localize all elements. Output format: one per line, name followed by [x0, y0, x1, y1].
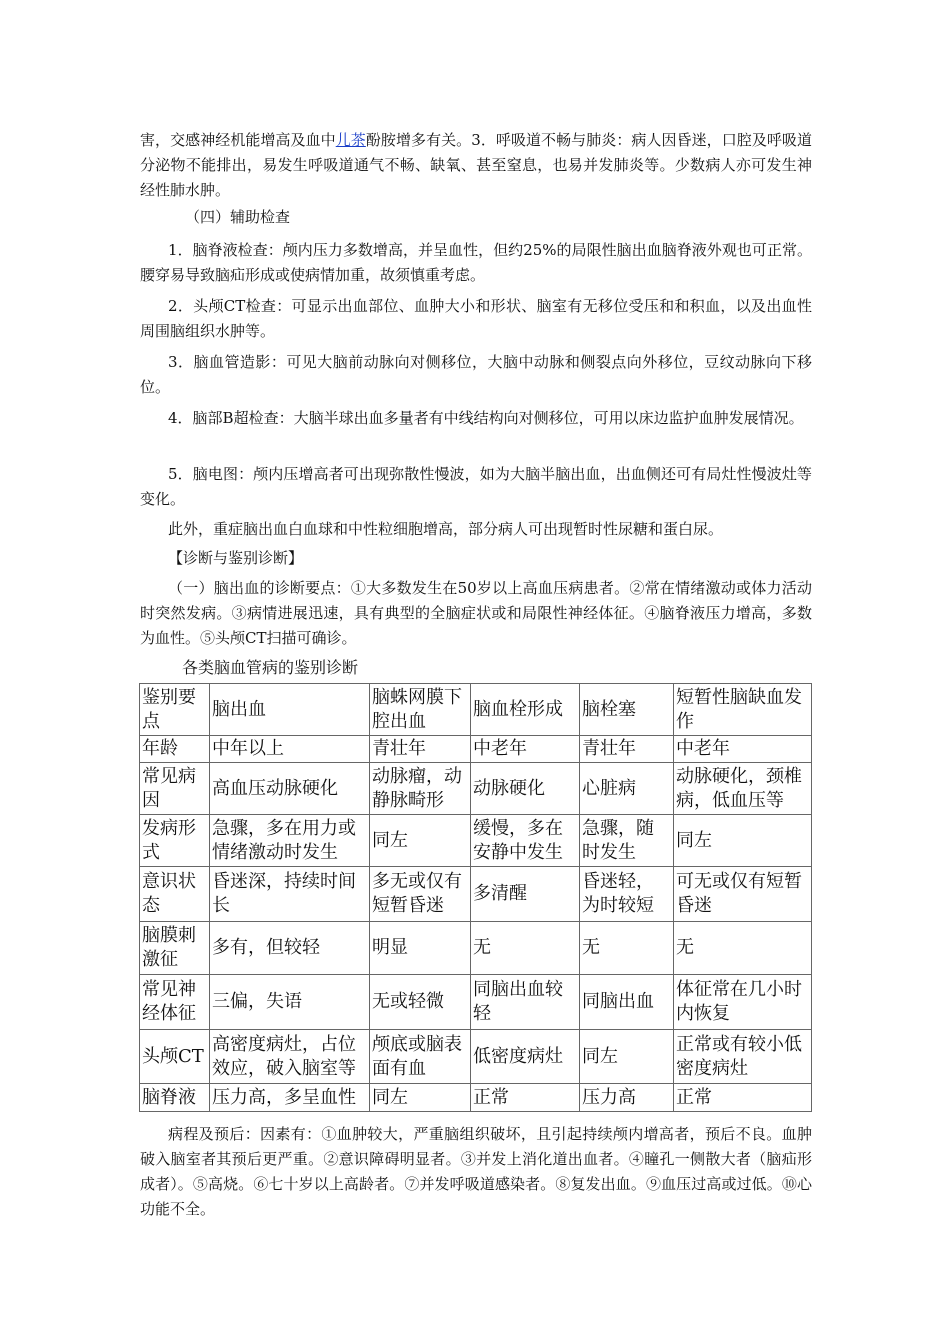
table-row	[140, 867, 812, 922]
table-cell: 体征常在几小时内恢复	[674, 975, 812, 1030]
table-cell: 同脑出血	[580, 975, 674, 1030]
exam-item-1: 1．脑脊液检查：颅内压力多数增高，并呈血性，但约25%的局限性脑出血脑脊液外观也可正常。腰穿易导致脑疝形成或使病情加重，故须慎重考虑。	[140, 241, 812, 284]
table-cell: 正常或有较小低密度病灶	[674, 1030, 812, 1084]
table-cell: 高密度病灶，占位效应，破入脑室等	[210, 1030, 370, 1084]
section-heading: （四）辅助检查	[185, 208, 291, 226]
table-header-cell: 脑血栓形成	[471, 684, 580, 736]
table-header-cell: 脑蛛网膜下腔出血	[370, 684, 471, 736]
exam-item-3: 3．脑血管造影：可见大脑前动脉向对侧移位，大脑中动脉和侧裂点向外移位，豆纹动脉向下移位。	[140, 353, 812, 396]
table-header-cell: 短暂性脑缺血发作	[674, 684, 812, 736]
exam-item-4: 4．脑部B超检查：大脑半球出血多量者有中线结构向对侧移位，可用以床边监护血肿发展情况。	[168, 409, 804, 427]
table-cell: 压力高，多呈血性	[210, 1084, 370, 1112]
table-cell: 昏迷轻，为时较短	[580, 867, 674, 922]
table-cell: 正常	[471, 1084, 580, 1112]
table-cell: 同左	[580, 1030, 674, 1084]
table-cell: 正常	[674, 1084, 812, 1112]
table-cell: 动脉硬化，颈椎病，低血压等	[674, 763, 812, 815]
table-cell: 急骤，随时发生	[580, 815, 674, 867]
table-cell: 急骤，多在用力或情绪激动时发生	[210, 815, 370, 867]
table-cell: 无	[674, 922, 812, 975]
table-cell: 心脏病	[580, 763, 674, 815]
table-header-cell: 鉴别要点	[140, 684, 210, 736]
table-header-cell: 脑出血	[210, 684, 370, 736]
table-cell: 常见病因	[140, 763, 210, 815]
prognosis-paragraph: 病程及预后：因素有：①血肿较大，严重脑组织破坏，且引起持续颅内增高者，预后不良。血肿破入脑室者其预后更严重。②意识障碍明显者。③并发上消化道出血者。④瞳孔一侧散大者（脑疝形成者）。⑤高烧。⑥七十岁以上高龄者。⑦并发呼吸道感染者。⑧复发出血。⑨血压过高或过低。⑩心功能不全。	[140, 1125, 812, 1218]
table-row	[140, 815, 812, 867]
catechol-link[interactable]: 儿茶	[335, 131, 366, 149]
table-cell: 压力高	[580, 1084, 674, 1112]
table-cell: 颅底或脑表面有血	[370, 1030, 471, 1084]
table-cell: 缓慢，多在安静中发生	[471, 815, 580, 867]
table-cell: 同左	[370, 815, 471, 867]
table-cell: 无	[471, 922, 580, 975]
top-paragraph-text-2: 酚胺增多有关。3．呼吸道不畅与肺炎：病人因昏迷，口腔及呼吸道分泌物不能排出，易发生呼吸道通气不畅、缺氧、甚至窒息，也易并发肺炎等。少数病人亦可发生神经性肺水肿。	[140, 131, 812, 199]
table-cell: 多无或仅有短暂昏迷	[370, 867, 471, 922]
exam-item-5: 5．脑电图：颅内压增高者可出现弥散性慢波，如为大脑半脑出血，出血侧还可有局灶性慢波灶等变化。	[140, 465, 812, 508]
table-cell: 头颅CT	[140, 1030, 210, 1084]
table-cell: 发病形式	[140, 815, 210, 867]
table-row	[140, 1084, 812, 1112]
table-cell: 多有，但较轻	[210, 922, 370, 975]
table-cell: 多清醒	[471, 867, 580, 922]
table-cell: 中老年	[674, 736, 812, 763]
table-header-cell: 脑栓塞	[580, 684, 674, 736]
table-cell: 脑脊液	[140, 1084, 210, 1112]
diagnosis-points: （一）脑出血的诊断要点：①大多数发生在50岁以上高血压病患者。②常在情绪激动或体力活动时突然发病。③病情进展迅速，具有典型的全脑症状或和局限性神经体征。④脑脊液压力增高，多数为血性。⑤头颅CT扫描可确诊。	[140, 579, 812, 647]
table-cell: 高血压动脉硬化	[210, 763, 370, 815]
table-row	[140, 736, 812, 763]
table-cell: 无或轻微	[370, 975, 471, 1030]
table-row	[140, 763, 812, 815]
table-cell: 意识状态	[140, 867, 210, 922]
table-row	[140, 1030, 812, 1084]
extra-note: 此外，重症脑出血白血球和中性粒细胞增高，部分病人可出现暂时性尿糖和蛋白尿。	[168, 520, 724, 538]
table-cell: 脑膜刺激征	[140, 922, 210, 975]
diagnosis-heading: 【诊断与鉴别诊断】	[168, 549, 304, 567]
top-paragraph-text-1: 害，交感神经机能增高及血中	[140, 131, 336, 149]
table-cell: 昏迷深，持续时间长	[210, 867, 370, 922]
top-paragraph	[140, 128, 812, 203]
table-cell: 同脑出血较轻	[471, 975, 580, 1030]
table-cell: 青壮年	[580, 736, 674, 763]
table-cell: 中老年	[471, 736, 580, 763]
table-row	[140, 922, 812, 975]
table-cell: 动脉瘤，动静脉畸形	[370, 763, 471, 815]
table-cell: 中年以上	[210, 736, 370, 763]
table-cell: 低密度病灶	[471, 1030, 580, 1084]
table-cell: 同左	[370, 1084, 471, 1112]
table-cell: 无	[580, 922, 674, 975]
table-cell: 同左	[674, 815, 812, 867]
comparison-table	[139, 683, 812, 1112]
table-cell: 动脉硬化	[471, 763, 580, 815]
table-row	[140, 975, 812, 1030]
table-cell: 可无或仅有短暂昏迷	[674, 867, 812, 922]
table-caption: 各类脑血管病的鉴别诊断	[182, 658, 359, 677]
table-header-row	[140, 684, 812, 736]
table-cell: 年龄	[140, 736, 210, 763]
exam-item-2: 2．头颅CT检查：可显示出血部位、血肿大小和形状、脑室有无移位受压和和积血，以及出血性周围脑组织水肿等。	[140, 297, 812, 340]
table-cell: 三偏，失语	[210, 975, 370, 1030]
table-cell: 明显	[370, 922, 471, 975]
table-cell: 常见神经体征	[140, 975, 210, 1030]
table-cell: 青壮年	[370, 736, 471, 763]
